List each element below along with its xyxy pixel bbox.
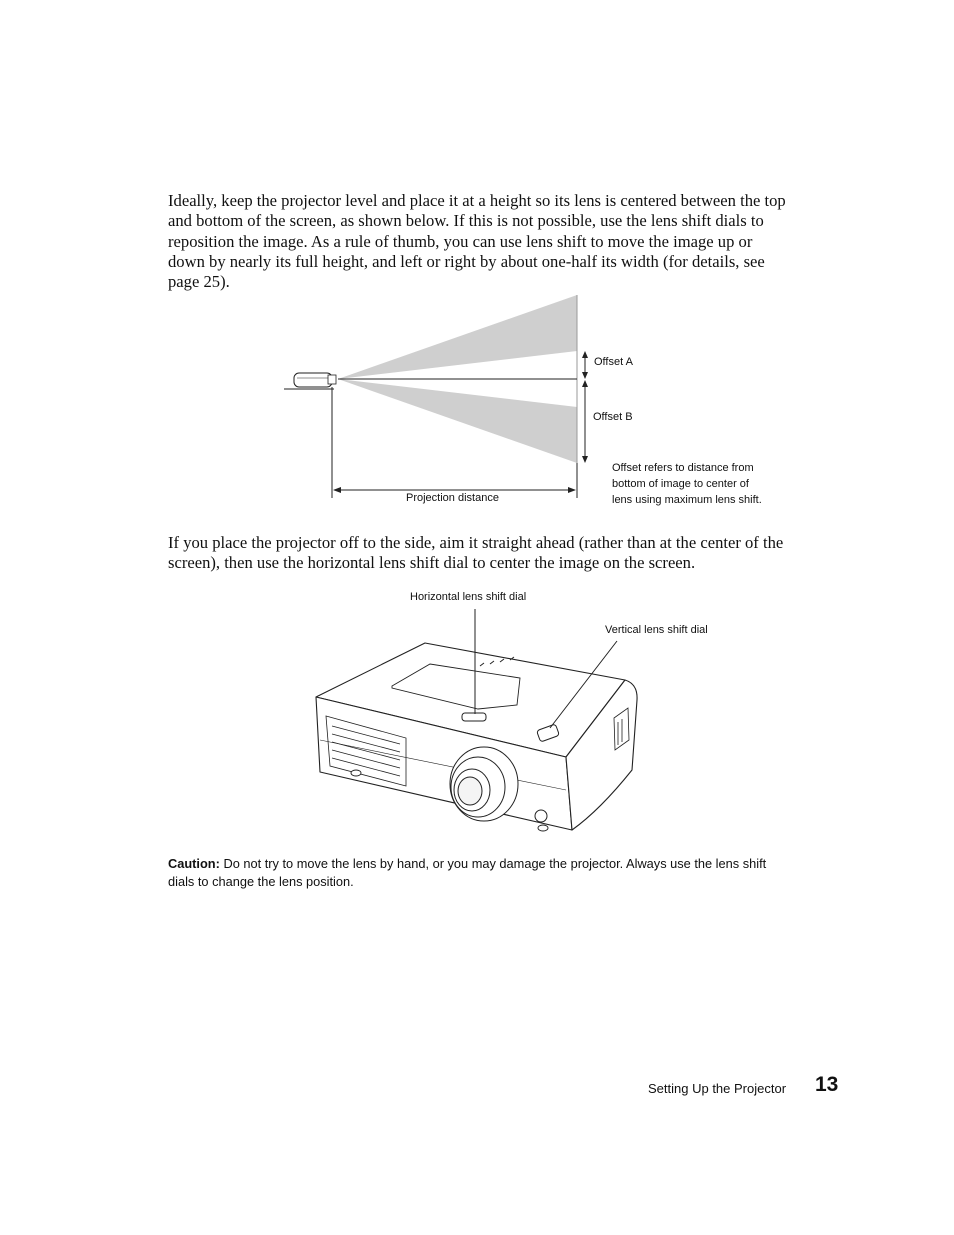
left-foot <box>351 770 361 776</box>
offset-a-label: Offset A <box>594 356 633 368</box>
front-sensor <box>535 810 547 822</box>
caution-text: Do not try to move the lens by hand, or you may damage the projector. Always use the lens shift dials to change the lens position. <box>168 856 767 889</box>
vertical-dial-label: Vertical lens shift dial <box>605 624 708 636</box>
lens-assembly <box>450 747 518 821</box>
caution-note <box>168 855 788 890</box>
page-number: 13 <box>815 1073 839 1096</box>
offset-note-line-3: lens using maximum lens shift. <box>612 494 762 506</box>
horizontal-lens-shift-dial <box>462 713 486 721</box>
intro-paragraph: Ideally, keep the projector level and place it at a height so its lens is centered between the top and bottom of the screen, as shown below. If this is not possible, use the lens shift dials to reposition the image. As a rule of thumb, you can use lens shift to move the image up or down by nearly its full height, and left or right by about one-half its width (for details, see page 25). <box>168 191 786 292</box>
horizontal-dial-label: Horizontal lens shift dial <box>410 591 527 603</box>
offset-note-line-2: bottom of image to center of <box>612 478 749 490</box>
footer-section-title: Setting Up the Projector <box>648 1081 787 1096</box>
projection-distance-label: Projection distance <box>406 492 499 504</box>
caution-label: Caution: <box>168 856 220 871</box>
offset-b-label: Offset B <box>593 411 633 423</box>
offset-note-line-1: Offset refers to distance from <box>612 462 754 474</box>
front-foot <box>538 825 548 831</box>
side-placement-paragraph: If you place the projector off to the side, aim it straight ahead (rather than at the center of the screen), then use the horizontal lens shift dial to center the image on the screen. <box>168 533 784 573</box>
